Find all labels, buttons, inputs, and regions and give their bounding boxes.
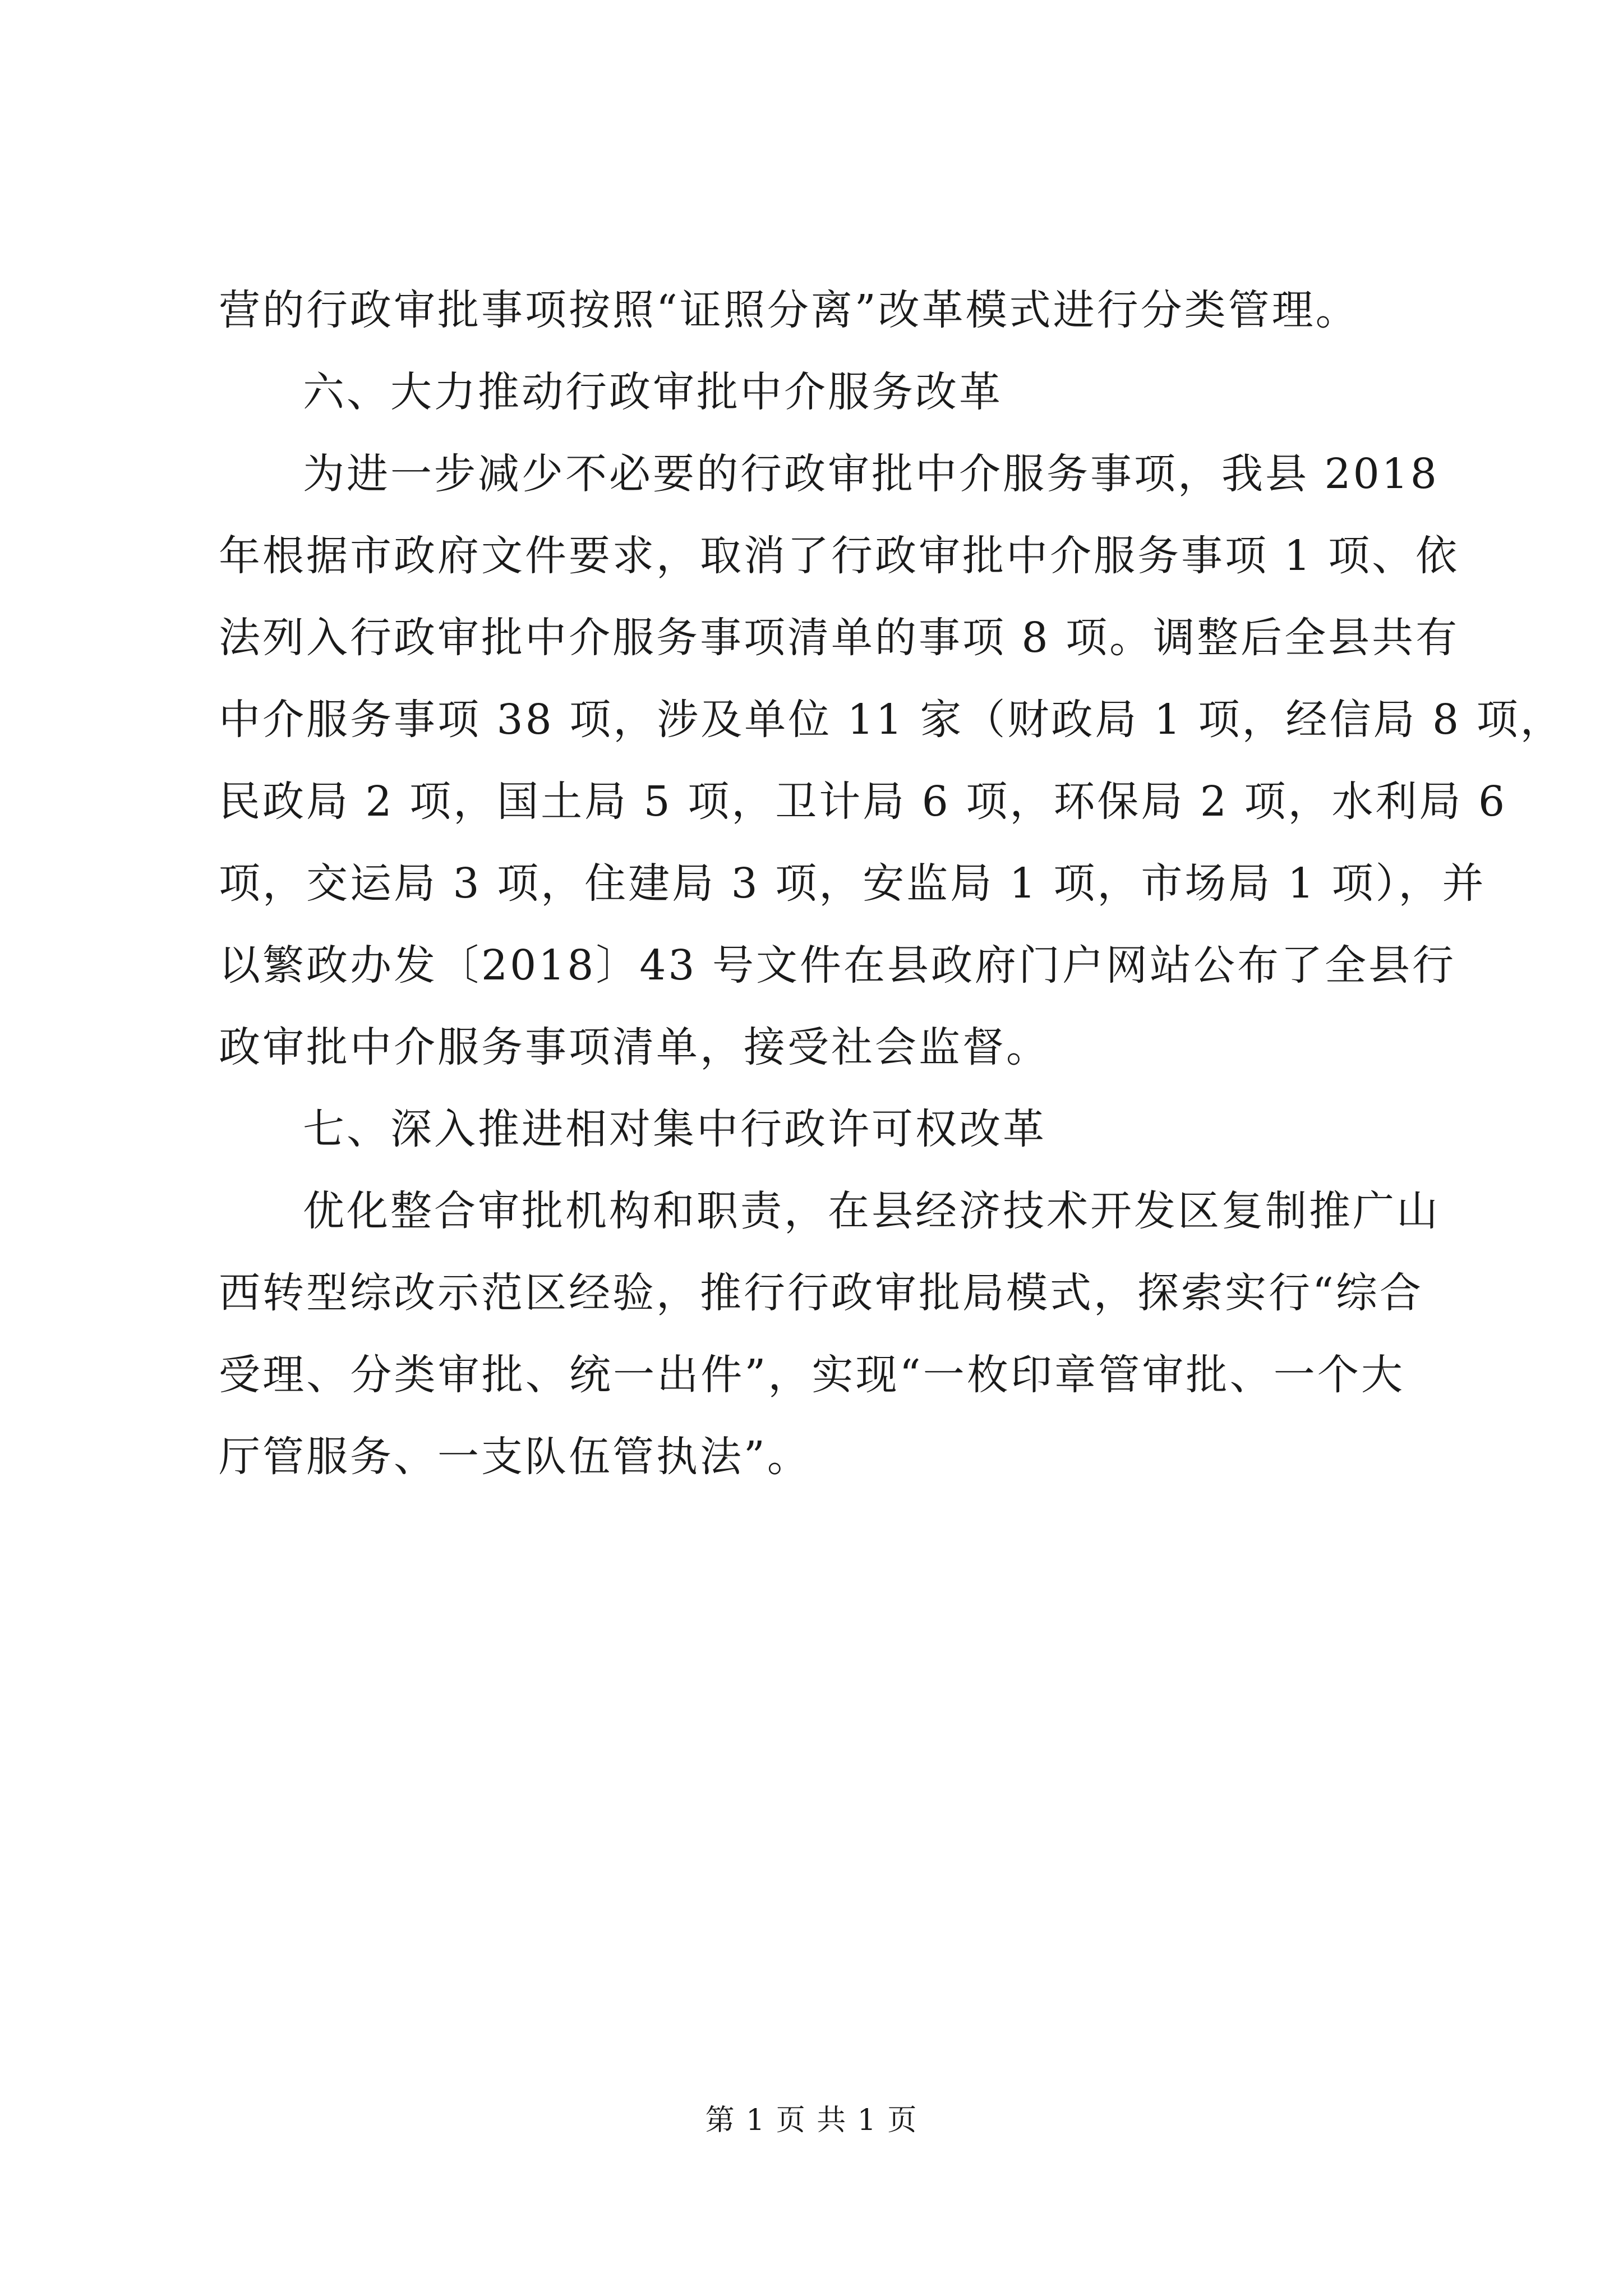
body-line-10: 政审批中介服务事项清单，接受社会监督。: [219, 1023, 1050, 1071]
section-heading-7: 七、深入推进相对集中行政许可权改革: [303, 1105, 1046, 1153]
body-line-3: 为进一步减少不必要的行政审批中介服务事项，我县 2018: [303, 450, 1439, 498]
page-footer: 第 1 页 共 1 页: [705, 2104, 918, 2137]
body-line-1: 营的行政审批事项按照“证照分离”改革模式进行分类管理。: [219, 286, 1359, 334]
document-body: [219, 269, 1564, 1498]
body-line-6: 中介服务事项 38 项，涉及单位 11 家（财政局 1 项，经信局 8 项，: [219, 696, 1564, 744]
body-line-15: 厅管服务、一支队伍管执法”。: [219, 1433, 811, 1481]
body-line-7: 民政局 2 项，国土局 5 项，卫计局 6 项，环保局 2 项，水利局 6: [219, 777, 1507, 826]
body-line-14: 受理、分类审批、统一出件”，实现“一枚印章管审批、一个大: [219, 1351, 1405, 1399]
body-line-9: 以繁政办发〔2018〕43 号文件在县政府门户网站公布了全县行: [219, 941, 1456, 990]
body-line-4: 年根据市政府文件要求，取消了行政审批中介服务事项 1 项、依: [219, 532, 1460, 580]
section-heading-6: 六、大力推动行政审批中介服务改革: [303, 368, 1003, 416]
body-line-5: 法列入行政审批中介服务事项清单的事项 8 项。调整后全县共有: [219, 614, 1460, 662]
body-line-8: 项，交运局 3 项，住建局 3 项，安监局 1 项，市场局 1 项），并: [219, 859, 1486, 908]
body-line-12: 优化整合审批机构和职责，在县经济技术开发区复制推广山: [303, 1187, 1440, 1235]
body-line-13: 西转型综改示范区经验，推行行政审批局模式，探索实行“综合: [219, 1269, 1423, 1317]
